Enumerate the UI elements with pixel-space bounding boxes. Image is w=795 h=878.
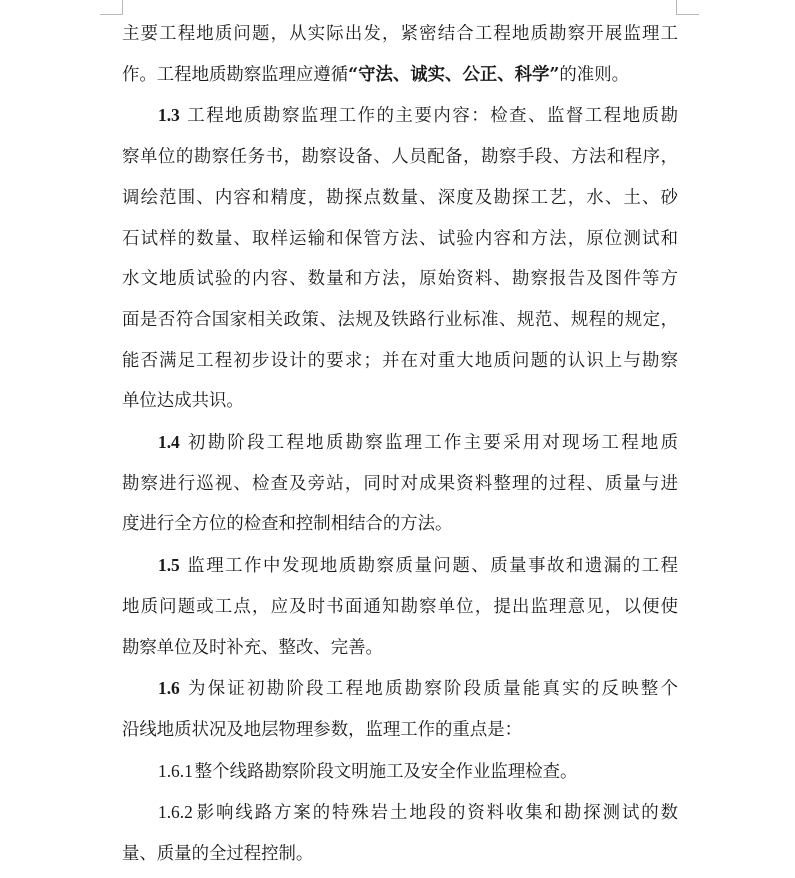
- page-corner-mark-left: [100, 0, 123, 15]
- paragraph-1-5: [122, 545, 678, 668]
- text-line: 水文地质试验的内容、数量和方法，原始资料、勘察报告及图件等方: [122, 269, 678, 290]
- text-run: 影响线路方案的特殊岩土地段的资料收集和勘探测试的数: [194, 803, 678, 824]
- section-number: 1.4: [158, 432, 180, 453]
- paragraph-1-3: [122, 95, 678, 422]
- text-line: 地质问题或工点，应及时书面通知勘察单位，提出监理意见，以便使: [122, 596, 678, 617]
- text-line: 勘察单位及时补充、整改、完善。: [122, 637, 383, 658]
- text-run: 的准则。: [559, 64, 629, 85]
- section-number: 1.6.2: [158, 802, 193, 823]
- text-line: 单位达成共识。: [122, 391, 244, 412]
- section-number: 1.6.1: [158, 760, 193, 781]
- text-line: 主要工程地质问题，从实际出发，紧密结合工程地质勘察开展监理工: [122, 24, 678, 44]
- text-line: 能否满足工程初步设计的要求；并在对重大地质问题的认识上与勘察: [122, 350, 678, 371]
- section-number: 1.6: [158, 678, 180, 699]
- text-line: [122, 792, 678, 834]
- text-line: 沿线地质状况及地层物理参数，监理工作的重点是：: [122, 719, 522, 740]
- text-line: 度进行全方位的检查和控制相结合的方法。: [122, 514, 453, 535]
- document-body: [122, 14, 678, 875]
- text-line: 量、质量的全过程控制。: [122, 844, 314, 865]
- text-line: [122, 55, 678, 96]
- section-number: 1.5: [158, 555, 180, 576]
- section-number: 1.3: [158, 105, 180, 126]
- text-line: [122, 95, 678, 137]
- text-line: 调绘范围、内容和精度，勘探点数量、深度及勘探工艺，水、土、砂: [122, 187, 678, 208]
- text-run: 为保证初勘阶段工程地质勘察阶段质量能真实的反映整个: [185, 679, 678, 700]
- text-run: 工程地质勘察监理工作的主要内容：检查、监督工程地质勘: [185, 106, 678, 127]
- text-line: [122, 545, 678, 587]
- text-run: 整个线路勘察阶段文明施工及安全作业监理检查。: [194, 761, 578, 782]
- paragraph-1-6-1: [122, 751, 678, 793]
- text-line: [122, 668, 678, 710]
- bold-principles: “守法、诚实、公正、科学”: [348, 64, 560, 85]
- paragraph-1-4: [122, 422, 678, 545]
- text-line: 石试样的数量、取样运输和保管方法、试验内容和方法，原位测试和: [122, 228, 678, 249]
- text-line: [122, 422, 678, 464]
- text-line: 察单位的勘察任务书，勘察设备、人员配备，勘察手段、方法和程序，: [122, 147, 678, 168]
- paragraph-continuation: [122, 14, 678, 95]
- text-line: [122, 751, 678, 793]
- paragraph-1-6-2: [122, 792, 678, 874]
- text-line: 勘察进行巡视、检查及旁站，同时对成果资料整理的过程、质量与进: [122, 473, 678, 494]
- text-run: 初勘阶段工程地质勘察监理工作主要采用对现场工程地质: [185, 433, 678, 454]
- text-line: 面是否符合国家相关政策、法规及铁路行业标准、规范、规程的规定，: [122, 309, 678, 330]
- text-run: 监理工作中发现地质勘察质量问题、质量事故和遗漏的工程: [185, 556, 678, 577]
- text-run: 作。工程地质勘察监理应遵循: [122, 64, 349, 85]
- page-corner-mark-right: [676, 0, 699, 15]
- paragraph-1-6: [122, 668, 678, 750]
